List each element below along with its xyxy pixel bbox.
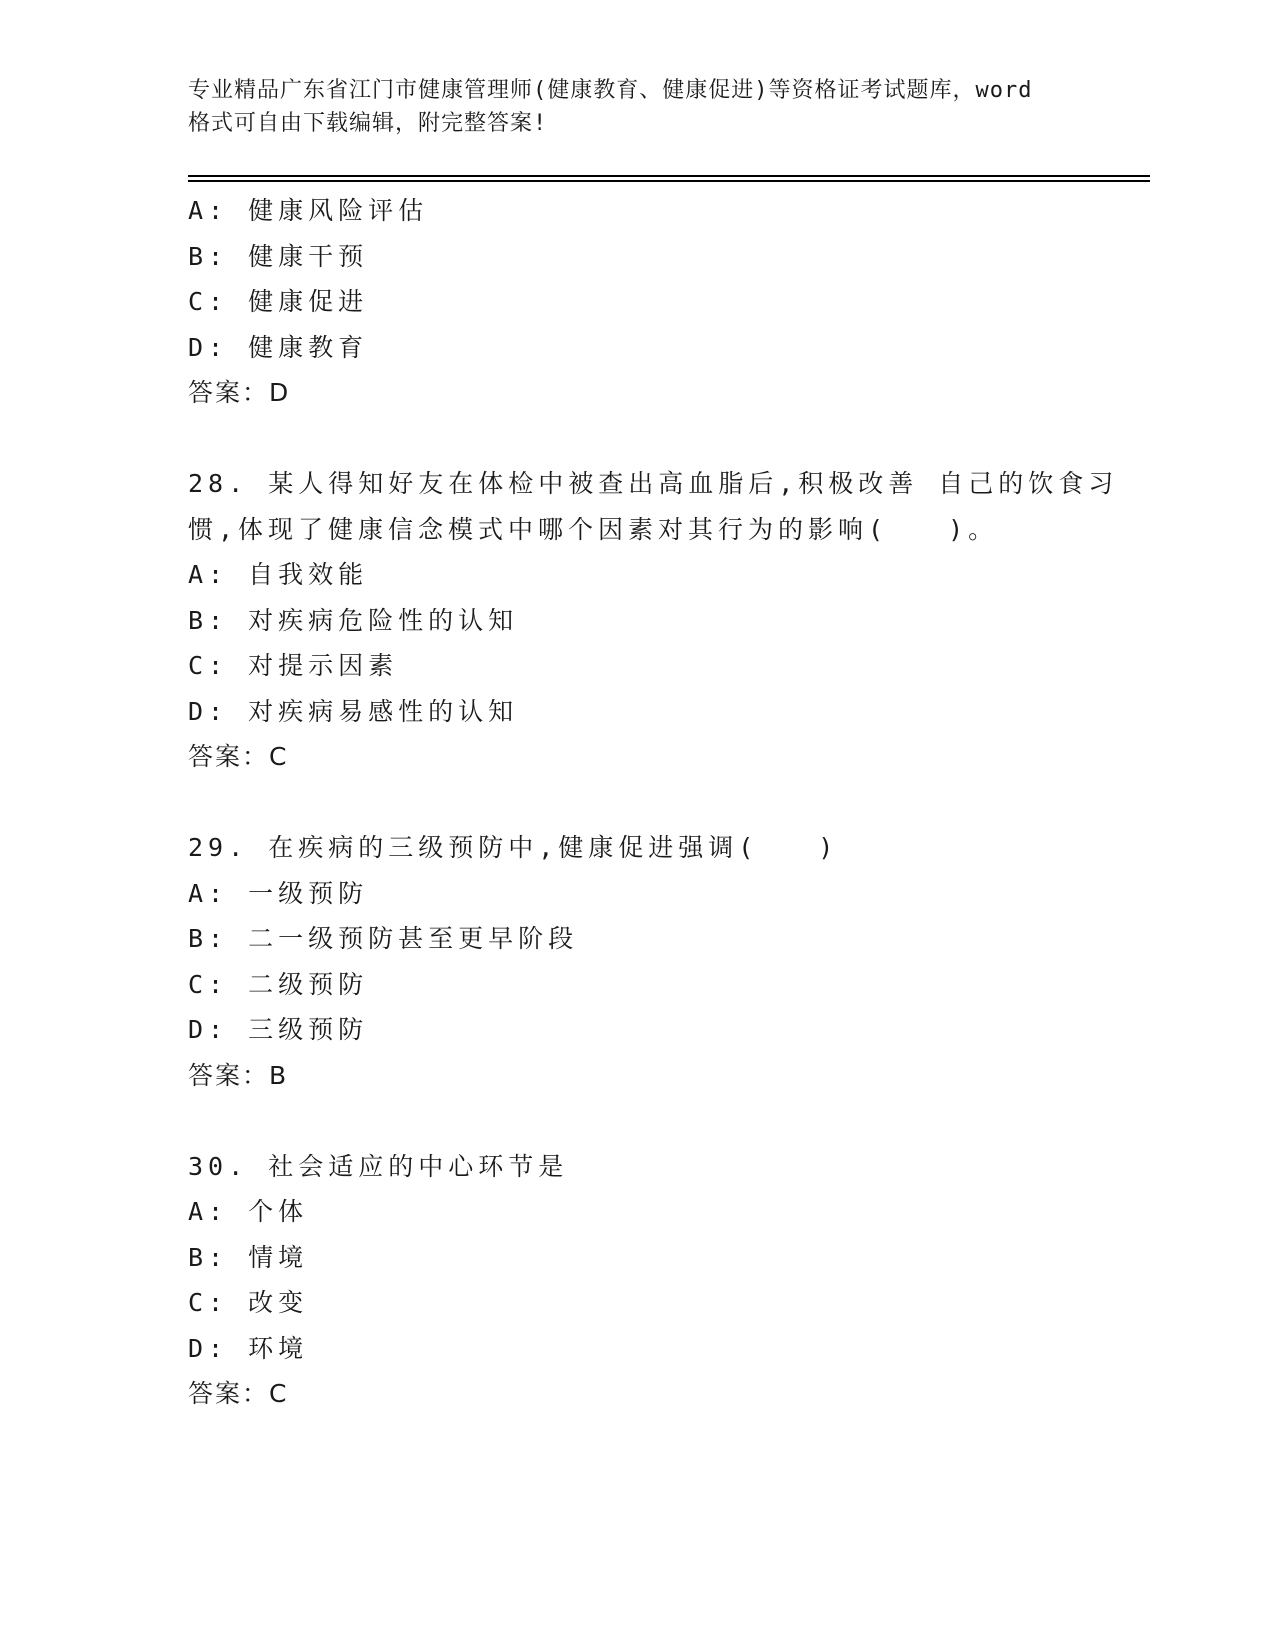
document-header [188, 74, 1088, 140]
option-c: C: 健康促进 [188, 287, 369, 316]
option-b: B: 二一级预防甚至更早阶段 [188, 924, 579, 953]
question-spacer [188, 416, 1148, 462]
question-stem-line: 29. 在疾病的三级预防中,健康促进强调( ) [188, 833, 839, 862]
option-d: D: 三级预防 [188, 1015, 369, 1044]
answer-line: 答案：C [188, 1379, 289, 1408]
question-stem-line: 30. 社会适应的中心环节是 [188, 1151, 569, 1181]
question-stem-line: 28. 某人得知好友在体检中被查出高血脂后,积极改善 自己的饮食习 [188, 469, 1119, 498]
option-a: A: 个体 [188, 1197, 309, 1226]
option-a: A: 自我效能 [188, 560, 369, 589]
header-line-1: 专业精品广东省江门市健康管理师(健康教育、健康促进)等资格证考试题库，word [188, 78, 1033, 103]
answer-line: 答案：C [188, 742, 289, 771]
option-c: C: 改变 [188, 1288, 309, 1317]
question-block-28 [188, 461, 1148, 780]
option-b: B: 健康干预 [188, 241, 369, 271]
question-block-27 [188, 188, 1148, 416]
answer-line: 答案：B [188, 1060, 289, 1090]
question-block-30 [188, 1144, 1148, 1417]
header-divider-bottom [188, 180, 1150, 182]
header-line-2: 格式可自由下载编辑，附完整答案! [188, 111, 548, 136]
option-a: A: 健康风险评估 [188, 196, 429, 225]
option-d: D: 健康教育 [188, 332, 369, 362]
question-spacer [188, 1098, 1148, 1144]
option-b: B: 对疾病危险性的认知 [188, 605, 519, 635]
option-c: C: 对提示因素 [188, 651, 399, 680]
question-spacer [188, 780, 1148, 826]
header-divider-top [188, 175, 1150, 177]
question-block-29 [188, 825, 1148, 1098]
option-d: D: 环境 [188, 1333, 309, 1363]
option-c: C: 二级预防 [188, 969, 369, 999]
answer-line: 答案：D [188, 378, 291, 407]
question-list [188, 188, 1148, 1417]
option-d: D: 对疾病易感性的认知 [188, 696, 519, 726]
option-a: A: 一级预防 [188, 878, 369, 908]
option-b: B: 情境 [188, 1242, 309, 1272]
question-stem-line: 惯,体现了健康信念模式中哪个因素对其行为的影响( )。 [188, 514, 999, 544]
